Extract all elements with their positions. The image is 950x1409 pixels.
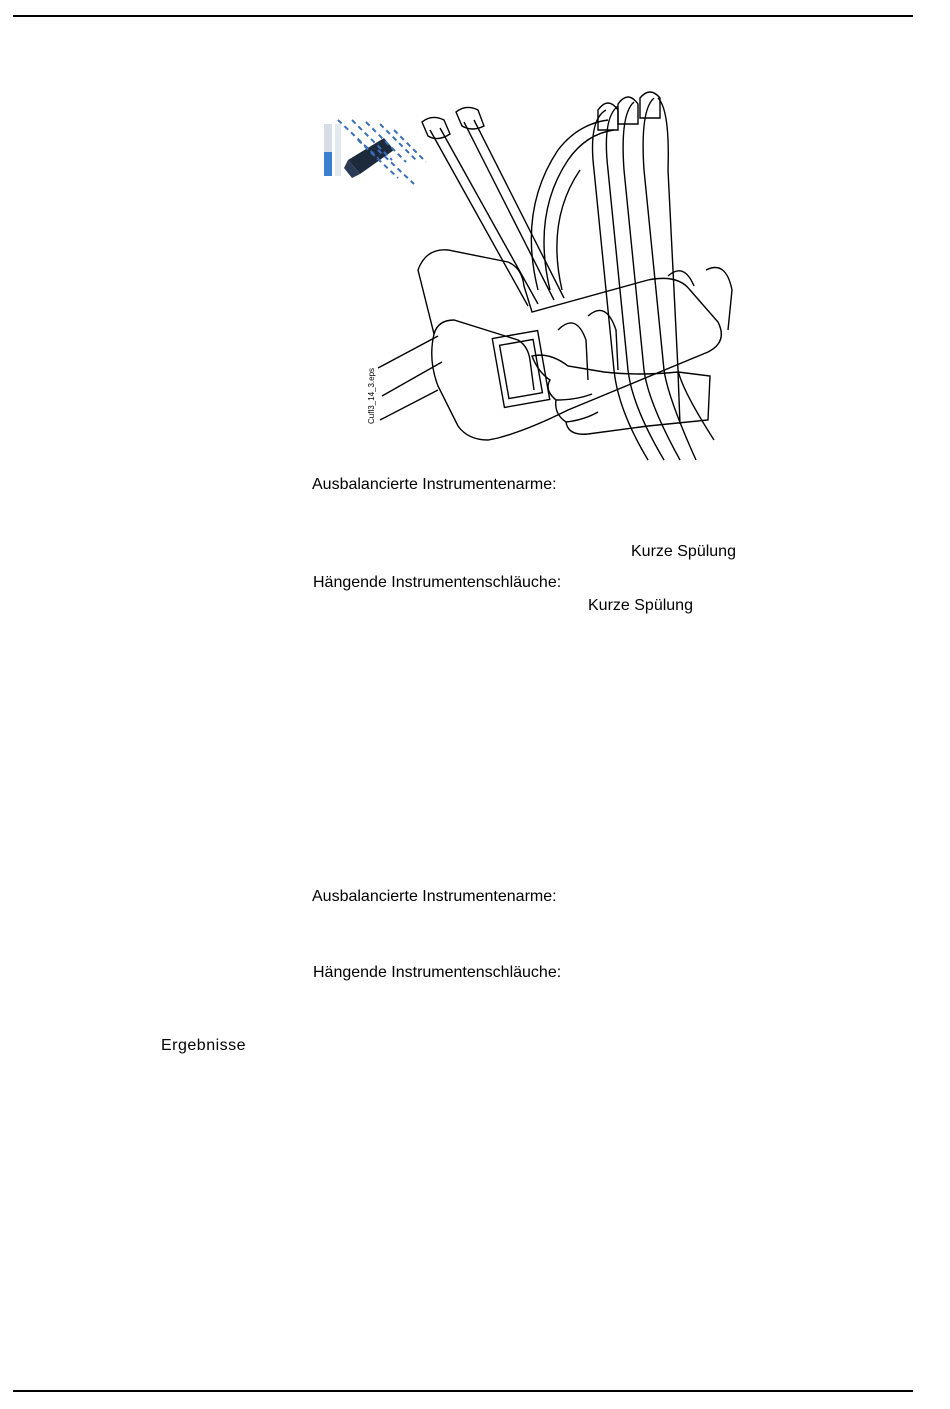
balanced-arms-label-2: Ausbalancierte Instrumentenarme:: [312, 888, 557, 905]
top-rule: [13, 15, 913, 17]
short-rinse-label-2: Kurze Spülung: [588, 597, 693, 614]
hanging-hoses-label-1: Hängende Instrumentenschläuche:: [313, 574, 562, 591]
balanced-arms-label-1: Ausbalancierte Instrumentenarme:: [312, 476, 557, 493]
short-rinse-label-1: Kurze Spülung: [631, 543, 736, 560]
rinse-icon: [324, 120, 426, 184]
dental-unit-illustration: [318, 90, 750, 462]
results-heading: Ergebnisse: [161, 1037, 247, 1054]
hanging-hoses-label-2: Hängende Instrumentenschläuche:: [313, 964, 562, 981]
figure-file-label: Cufl3_14_3.eps: [367, 367, 376, 424]
bottom-rule: [13, 1390, 913, 1392]
